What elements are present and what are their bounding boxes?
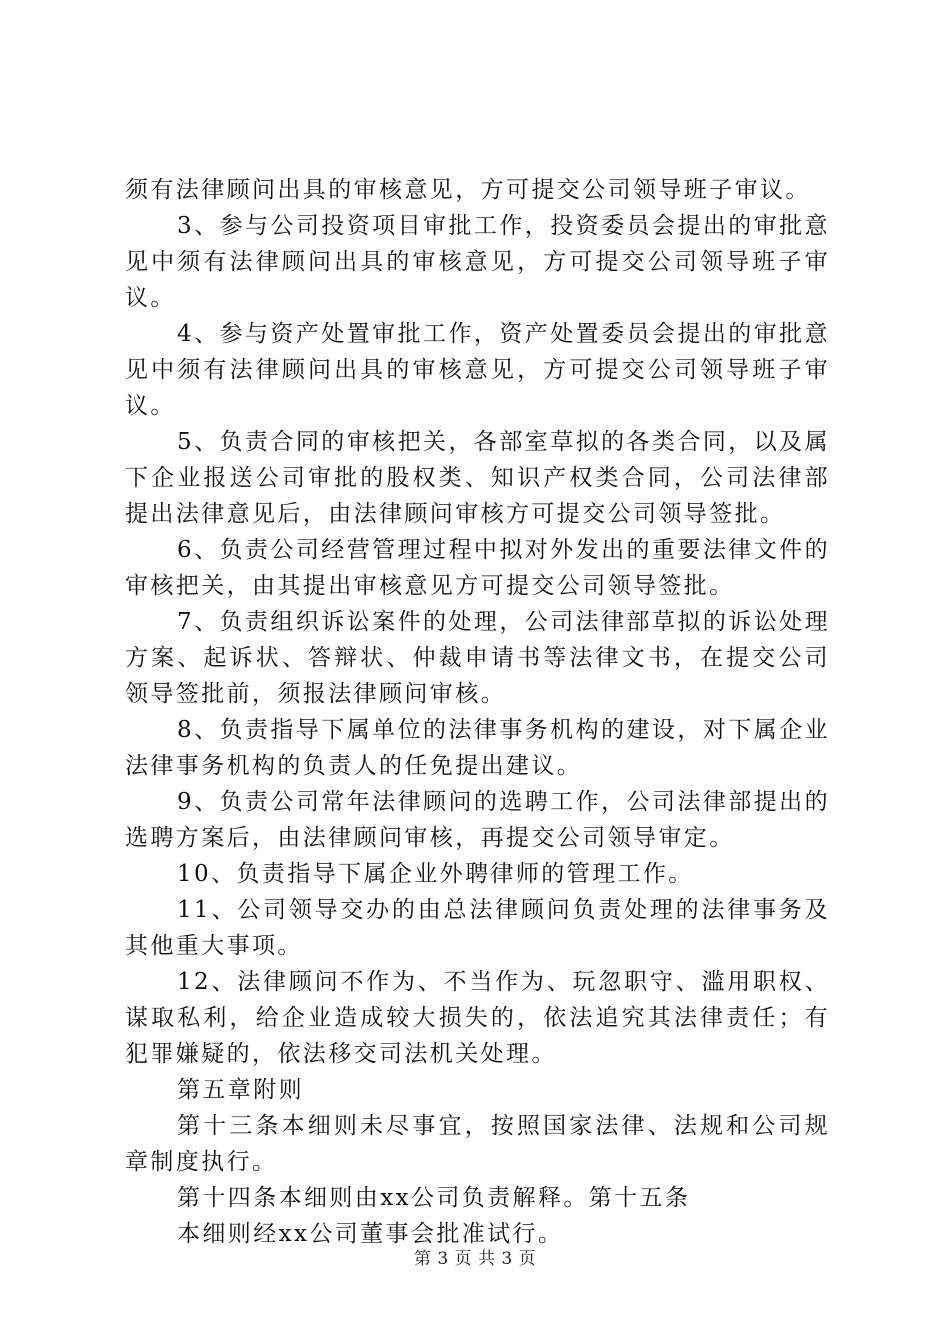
paragraph-3: 4、参与资产处置审批工作，资产处置委员会提出的审批意见中须有法律顾问出具的审核意见，方可提交公司领导班子审议。 [125, 321, 830, 419]
paragraph-9: 10、负责指导下属企业外聘律师的管理工作。 [177, 861, 694, 887]
chapter-heading: 第五章附则 [177, 1077, 304, 1103]
paragraph-7: 8、负责指导下属单位的法律事务机构的建设，对下属企业法律事务机构的负责人的任免提出建议。 [125, 717, 830, 779]
paragraph-15: 本细则经xx公司董事会批准试行。 [177, 1221, 564, 1247]
paragraph-6: 7、负责组织诉讼案件的处理，公司法律部草拟的诉讼处理方案、起诉状、答辩状、仲裁申请书等法律文书，在提交公司领导签批前，须报法律顾问审核。 [125, 609, 830, 707]
paragraph-4: 5、负责合同的审核把关，各部室草拟的各类合同，以及属下企业报送公司审批的股权类、知识产权类合同，公司法律部提出法律意见后，由法律顾问审核方可提交公司领导签批。 [125, 429, 830, 527]
paragraph-10: 11、公司领导交办的由总法律顾问负责处理的法律事务及其他重大事项。 [125, 897, 830, 959]
paragraph-1: 须有法律顾问出具的审核意见，方可提交公司领导班子审议。 [125, 177, 811, 203]
page-footer [0, 1244, 950, 1269]
document-body [125, 172, 830, 1252]
paragraph-13: 第十三条本细则未尽事宜，按照国家法律、法规和公司规章制度执行。 [125, 1113, 830, 1175]
paragraph-14: 第十四条本细则由xx公司负责解释。第十五条 [177, 1185, 691, 1211]
paragraph-8: 9、负责公司常年法律顾问的选聘工作，公司法律部提出的选聘方案后，由法律顾问审核，再提交公司领导审定。 [125, 789, 830, 851]
paragraph-5: 6、负责公司经营管理过程中拟对外发出的重要法律文件的审核把关，由其提出审核意见方可提交公司领导签批。 [125, 537, 830, 599]
paragraph-11: 12、法律顾问不作为、不当作为、玩忽职守、滥用职权、谋取私利，给企业造成较大损失的，依法追究其法律责任；有犯罪嫌疑的，依法移交司法机关处理。 [125, 969, 830, 1067]
page-number-label: 第 3 页 共 3 页 [413, 1249, 537, 1269]
paragraph-2: 3、参与公司投资项目审批工作，投资委员会提出的审批意见中须有法律顾问出具的审核意见，方可提交公司领导班子审议。 [125, 213, 830, 311]
